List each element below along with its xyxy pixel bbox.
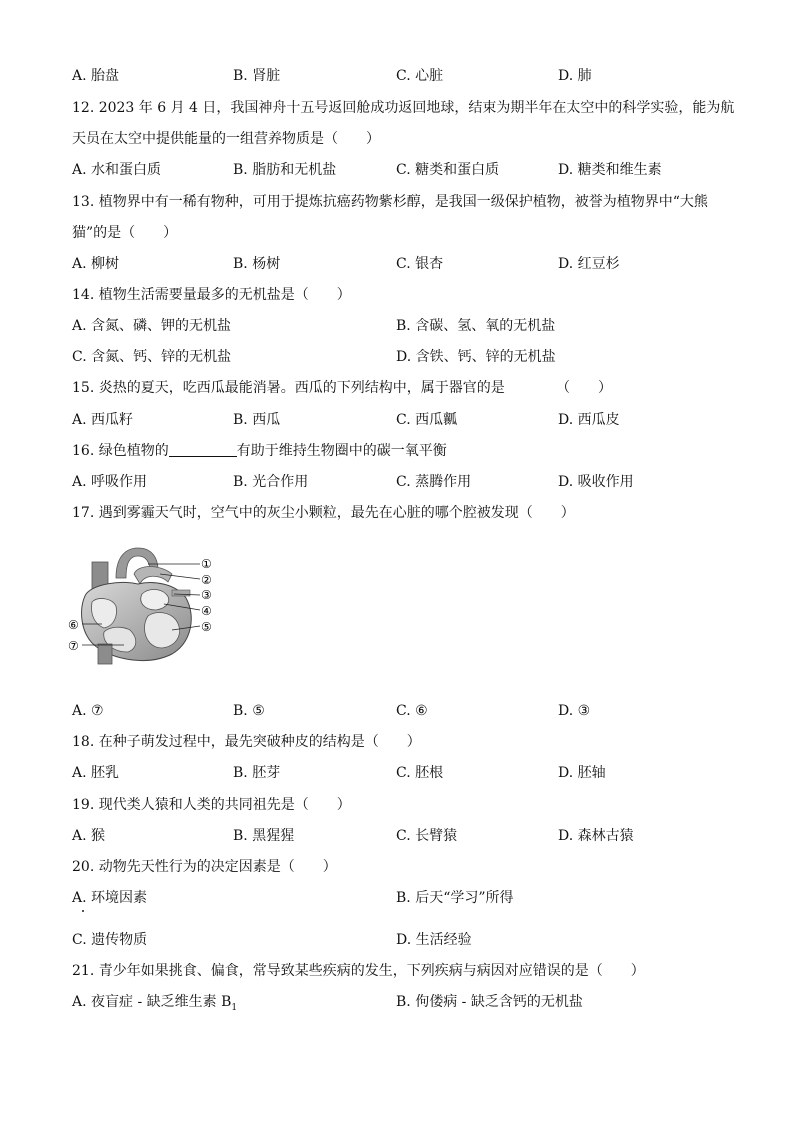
q21-option-b: B. 佝偻病 - 缺乏含钙的无机盐 <box>396 994 583 1010</box>
q13-option-a: A. 柳树 <box>72 256 120 272</box>
q18-option-b: B. 胚芽 <box>233 765 281 781</box>
q20-option-a: A. 环境因素 <box>72 890 148 906</box>
q16-option-c: C. 蒸腾作用 <box>396 474 472 490</box>
q16-option-d: D. 吸收作用 <box>558 474 634 490</box>
q11-option-d: D. 肺 <box>558 68 592 84</box>
q13-option-c: C. 银杏 <box>396 256 444 272</box>
q15-option-d: D. 西瓜皮 <box>558 412 620 428</box>
q14-option-d: D. 含铁、钙、锌的无机盐 <box>396 349 556 365</box>
q19-stem: 19. 现代类人猿和人类的共同祖先是（ ） <box>72 797 351 813</box>
q20-option-b: B. 后天“学习”所得 <box>396 890 514 906</box>
stray-dot <box>82 910 84 912</box>
q20-stem: 20. 动物先天性行为的决定因素是（ ） <box>72 859 337 875</box>
q16-stem-post: 有助于维持生物圈中的碳一氧平衡 <box>236 443 447 459</box>
left-ventricle-shape <box>144 613 179 648</box>
q12-option-d: D. 糖类和维生素 <box>558 162 662 178</box>
heart-label-3: ③ <box>201 588 212 602</box>
q19-option-c: C. 长臂猿 <box>396 828 458 844</box>
q16-option-b: B. 光合作用 <box>233 474 309 490</box>
q18-option-a: A. 胚乳 <box>72 765 120 781</box>
q12-option-c: C. 糖类和蛋白质 <box>396 162 500 178</box>
q19-option-d: D. 森林古猿 <box>558 828 634 844</box>
q14-stem: 14. 植物生活需要量最多的无机盐是（ ） <box>72 287 351 303</box>
q14-option-c: C. 含氮、钙、锌的无机盐 <box>72 349 232 365</box>
q21-option-a-subscript: 1 <box>231 1002 238 1013</box>
q20-option-c: C. 遗传物质 <box>72 932 148 948</box>
q17-option-d: D. ③ <box>558 703 591 719</box>
q21-stem: 21. 青少年如果挑食、偏食，常导致某些疾病的发生，下列疾病与病因对应错误的是（ ） <box>72 963 645 979</box>
q19-option-a: A. 猴 <box>72 828 106 844</box>
q11-option-b: B. 肾脏 <box>233 68 281 84</box>
heart-label-6: ⑥ <box>68 618 79 632</box>
q13-option-b: B. 杨树 <box>233 256 281 272</box>
q13-stem-line2: 猫”的是（ ） <box>72 225 178 241</box>
q17-stem: 17. 遇到雾霾天气时，空气中的灰尘小颗粒，最先在心脏的哪个腔被发现（ ） <box>72 505 575 521</box>
q21-option-a-text: A. 夜盲症 - 缺乏维生素 B <box>72 994 232 1010</box>
q16-stem <box>72 442 447 460</box>
q13-option-d: D. 红豆杉 <box>558 256 620 272</box>
left-atrium-shape <box>141 590 169 611</box>
heart-label-7: ⑦ <box>68 639 79 653</box>
q14-option-a: A. 含氮、磷、钾的无机盐 <box>72 318 232 334</box>
q18-stem: 18. 在种子萌发过程中，最先突破种皮的结构是（ ） <box>72 734 421 750</box>
q12-stem-line2: 天员在太空中提供能量的一组营养物质是（ ） <box>72 131 380 147</box>
q17-option-c: C. ⑥ <box>396 703 428 719</box>
q18-option-d: D. 胚轴 <box>558 765 606 781</box>
q11-option-c: C. 心脏 <box>396 68 444 84</box>
q17-option-a: A. ⑦ <box>72 703 104 719</box>
heart-diagram <box>68 544 220 666</box>
q19-option-b: B. 黑猩猩 <box>233 828 295 844</box>
q15-stem: 15. 炎热的夏天，吃西瓜最能消暑。西瓜的下列结构中，属于器官的是 <box>72 380 505 396</box>
q16-fill-blank <box>169 442 237 457</box>
pulmonary-artery-shape <box>134 567 172 585</box>
q12-stem-line1: 12. 2023 年 6 月 4 日，我国神舟十五号返回舱成功返回地球，结束为期半年在太空中的科学实验，能为航 <box>72 100 735 116</box>
q15-option-a: A. 西瓜籽 <box>72 412 134 428</box>
q12-option-b: B. 脂肪和无机盐 <box>233 162 337 178</box>
q13-stem-line1: 13. 植物界中有一稀有物种，可用于提炼抗癌药物紫杉醇，是我国一级保护植物，被誉为植物界中“大熊 <box>72 194 708 210</box>
q16-stem-pre: 16. 绿色植物的 <box>72 443 169 459</box>
heart-label-5: ⑤ <box>201 620 212 634</box>
q20-option-d: D. 生活经验 <box>396 932 472 948</box>
q15-option-b: B. 西瓜 <box>233 412 281 428</box>
heart-label-2: ② <box>201 573 212 587</box>
heart-label-4: ④ <box>201 604 212 618</box>
q15-option-c: C. 西瓜瓤 <box>396 412 458 428</box>
q21-option-a <box>72 993 237 1017</box>
q16-option-a: A. 呼吸作用 <box>72 474 148 490</box>
q12-option-a: A. 水和蛋白质 <box>72 162 162 178</box>
q11-option-a: A. 胎盘 <box>72 68 120 84</box>
heart-label-1: ① <box>201 557 212 571</box>
q17-option-b: B. ⑤ <box>233 703 265 719</box>
q14-option-b: B. 含碳、氢、氧的无机盐 <box>396 318 556 334</box>
inferior-vena-cava-shape <box>98 644 112 664</box>
q18-option-c: C. 胚根 <box>396 765 444 781</box>
q15-answer-paren: （ ） <box>556 380 612 396</box>
pulmonary-vein-shape <box>172 590 190 596</box>
